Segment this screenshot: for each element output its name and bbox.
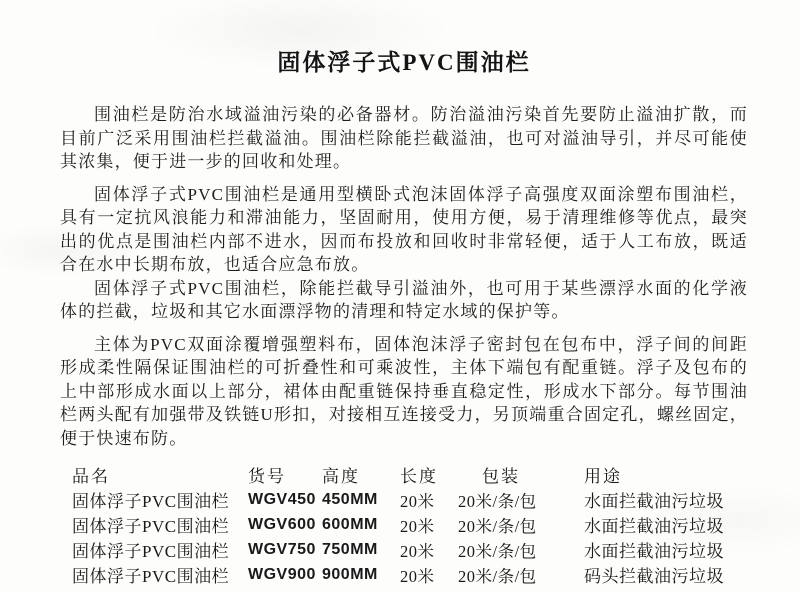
col-header-product-name: 品名: [72, 467, 110, 486]
document-title: 固体浮子式PVC围油栏: [277, 50, 531, 75]
cell-item-no: WGV450: [248, 490, 316, 508]
table-header-row: [72, 462, 760, 487]
cell-length: 20米: [400, 491, 435, 511]
cell-packaging: 20米/条/包: [458, 541, 537, 561]
cell-usage: 水面拦截油污垃圾: [584, 492, 724, 511]
cell-height: 900MM: [322, 565, 378, 583]
cell-length: 20米: [400, 541, 435, 561]
paragraph-other-uses: 固体浮子式PVC围油栏，除能拦截导引溢油外，也可用于某些漂浮水面的化学液体的拦截，垃圾和其它水面漂浮物的清理和特定水域的保护等。: [60, 278, 748, 321]
cell-product-name: 固体浮子PVC围油栏: [72, 542, 230, 561]
cell-item-no: WGV750: [248, 540, 316, 558]
cell-height: 600MM: [322, 515, 378, 533]
cell-height: 450MM: [322, 490, 378, 508]
cell-usage: 码头拦截油污垃圾: [584, 567, 724, 586]
cell-product-name: 固体浮子PVC围油栏: [72, 517, 230, 536]
product-spec-table: [72, 462, 760, 587]
spec-table-body: [72, 487, 760, 587]
document-body: [60, 103, 748, 450]
cell-item-no: WGV600: [248, 515, 316, 533]
cell-packaging: 20米/条/包: [458, 566, 537, 586]
cell-item-no: WGV900: [248, 565, 316, 583]
col-header-usage: 用途: [584, 467, 622, 486]
col-header-height: 高度: [322, 467, 360, 486]
spec-table-header: [72, 462, 760, 487]
cell-usage: 水面拦截油污垃圾: [584, 542, 724, 561]
table-row: [72, 512, 760, 537]
col-header-item-no: 货号: [248, 467, 286, 486]
cell-length: 20米: [400, 516, 435, 536]
cell-product-name: 固体浮子PVC围油栏: [72, 492, 230, 511]
cell-packaging: 20米/条/包: [458, 491, 537, 511]
cell-length: 20米: [400, 566, 435, 586]
table-row: [72, 537, 760, 562]
table-row: [72, 487, 760, 512]
col-header-length: 长度: [400, 467, 438, 486]
cell-height: 750MM: [322, 540, 378, 558]
col-header-packaging: 包装: [482, 467, 520, 486]
cell-usage: 水面拦截油污垃圾: [584, 517, 724, 536]
paragraph-construction: 主体为PVC双面涂覆增强塑料布，固体泡沫浮子密封包在包布中，浮子间的间距形成柔性隔保证围油栏的可折叠性和可乘波性，主体下端包有配重链。浮子及包布的上中部形成水面以上部分，裙体由配重链保持垂直稳定性，形成水下部分。每节围油栏两头配有加强带及铁链U形扣，对接相互连接受力，另顶端重合固定孔，螺丝固定，便于快速布防。: [60, 334, 748, 448]
paragraph-intro: 围油栏是防治水域溢油污染的必备器材。防治溢油污染首先要防止溢油扩散，而目前广泛采用围油栏拦截溢油。围油栏除能拦截溢油，也可对溢油导引，并尽可能使其浓集，便于进一步的回收和处理。: [60, 105, 748, 171]
paragraph-product-features: 固体浮子式PVC围油栏是通用型横卧式泡沫固体浮子高强度双面涂塑布围油栏，具有一定抗风浪能力和滞油能力，坚固耐用，使用方便，易于清理维修等优点，最突出的优点是围油栏内部不进水，因而布投放和回收时非常轻便，适于人工布放，既适合在水中长期布放，也适合应急布放。: [60, 184, 748, 274]
cell-packaging: 20米/条/包: [458, 516, 537, 536]
cell-product-name: 固体浮子PVC围油栏: [72, 567, 230, 586]
table-row: [72, 562, 760, 587]
